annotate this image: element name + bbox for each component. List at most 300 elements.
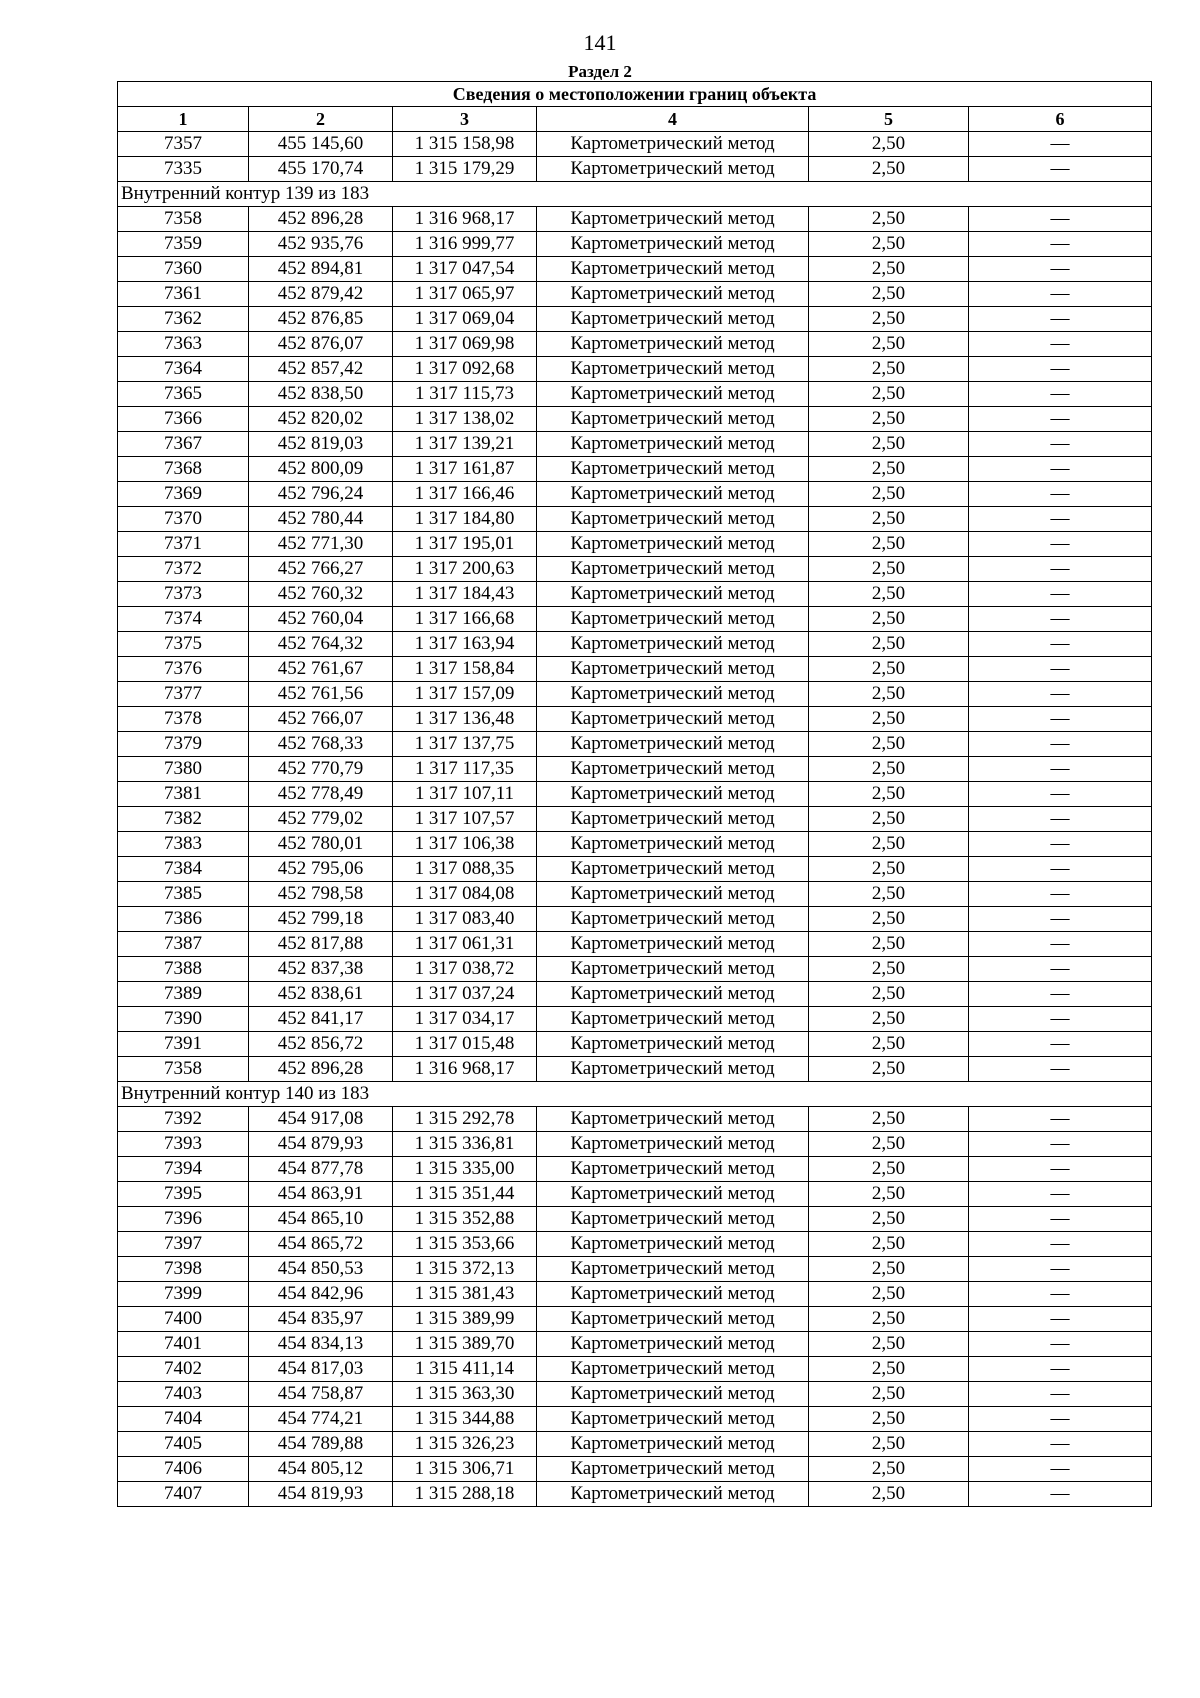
point-number-cell: 7406: [118, 1457, 249, 1482]
method-cell: Картометрический метод: [537, 1182, 809, 1207]
method-cell: Картометрический метод: [537, 1007, 809, 1032]
note-cell: —: [969, 982, 1152, 1007]
x-coordinate-cell: 455 170,74: [249, 157, 393, 182]
point-number-cell: 7380: [118, 757, 249, 782]
accuracy-cell: 2,50: [809, 1257, 969, 1282]
method-cell: Картометрический метод: [537, 1057, 809, 1082]
note-cell: —: [969, 382, 1152, 407]
method-cell: Картометрический метод: [537, 1357, 809, 1382]
note-cell: —: [969, 1257, 1152, 1282]
x-coordinate-cell: 452 798,58: [249, 882, 393, 907]
note-cell: —: [969, 932, 1152, 957]
section-title: Раздел 2: [568, 62, 632, 81]
method-cell: Картометрический метод: [537, 1107, 809, 1132]
accuracy-cell: 2,50: [809, 582, 969, 607]
accuracy-cell: 2,50: [809, 1282, 969, 1307]
note-cell: —: [969, 1132, 1152, 1157]
table-row: [118, 1357, 1152, 1382]
note-cell: —: [969, 632, 1152, 657]
table-row: [118, 1157, 1152, 1182]
method-cell: Картометрический метод: [537, 1432, 809, 1457]
method-cell: Картометрический метод: [537, 657, 809, 682]
x-coordinate-cell: 454 917,08: [249, 1107, 393, 1132]
note-cell: —: [969, 132, 1152, 157]
point-number-cell: 7402: [118, 1357, 249, 1382]
y-coordinate-cell: 1 315 411,14: [393, 1357, 537, 1382]
x-coordinate-cell: 454 817,03: [249, 1357, 393, 1382]
point-number-cell: 7403: [118, 1382, 249, 1407]
point-number-cell: 7392: [118, 1107, 249, 1132]
table-row: [118, 982, 1152, 1007]
method-cell: Картометрический метод: [537, 232, 809, 257]
note-cell: —: [969, 782, 1152, 807]
method-cell: Картометрический метод: [537, 1032, 809, 1057]
point-number-cell: 7393: [118, 1132, 249, 1157]
table-row: [118, 1382, 1152, 1407]
y-coordinate-cell: 1 317 092,68: [393, 357, 537, 382]
y-coordinate-cell: 1 315 344,88: [393, 1407, 537, 1432]
y-coordinate-cell: 1 317 037,24: [393, 982, 537, 1007]
accuracy-cell: 2,50: [809, 457, 969, 482]
note-cell: —: [969, 282, 1152, 307]
x-coordinate-cell: 452 770,79: [249, 757, 393, 782]
column-header: 5: [809, 107, 969, 132]
note-cell: —: [969, 1032, 1152, 1057]
accuracy-cell: 2,50: [809, 882, 969, 907]
accuracy-cell: 2,50: [809, 857, 969, 882]
accuracy-cell: 2,50: [809, 807, 969, 832]
point-number-cell: 7378: [118, 707, 249, 732]
table-row: [118, 507, 1152, 532]
method-cell: Картометрический метод: [537, 732, 809, 757]
method-cell: Картометрический метод: [537, 257, 809, 282]
table-row: [118, 157, 1152, 182]
y-coordinate-cell: 1 317 107,11: [393, 782, 537, 807]
table-row: [118, 707, 1152, 732]
accuracy-cell: 2,50: [809, 1307, 969, 1332]
point-number-cell: 7400: [118, 1307, 249, 1332]
point-number-cell: 7405: [118, 1432, 249, 1457]
accuracy-cell: 2,50: [809, 1207, 969, 1232]
note-cell: —: [969, 732, 1152, 757]
table-row: [118, 457, 1152, 482]
y-coordinate-cell: 1 317 038,72: [393, 957, 537, 982]
y-coordinate-cell: 1 316 999,77: [393, 232, 537, 257]
table-row: [118, 357, 1152, 382]
x-coordinate-cell: 452 768,33: [249, 732, 393, 757]
note-cell: —: [969, 1182, 1152, 1207]
y-coordinate-cell: 1 315 353,66: [393, 1232, 537, 1257]
table-row: [118, 1482, 1152, 1507]
x-coordinate-cell: 454 877,78: [249, 1157, 393, 1182]
x-coordinate-cell: 452 778,49: [249, 782, 393, 807]
y-coordinate-cell: 1 315 179,29: [393, 157, 537, 182]
y-coordinate-cell: 1 315 288,18: [393, 1482, 537, 1507]
y-coordinate-cell: 1 317 083,40: [393, 907, 537, 932]
table-row: [118, 1057, 1152, 1082]
method-cell: Картометрический метод: [537, 307, 809, 332]
note-cell: —: [969, 832, 1152, 857]
accuracy-cell: 2,50: [809, 632, 969, 657]
point-number-cell: 7373: [118, 582, 249, 607]
page-number: 141: [583, 30, 617, 55]
accuracy-cell: 2,50: [809, 207, 969, 232]
y-coordinate-cell: 1 315 335,00: [393, 1157, 537, 1182]
method-cell: Картометрический метод: [537, 782, 809, 807]
point-number-cell: 7396: [118, 1207, 249, 1232]
method-cell: Картометрический метод: [537, 457, 809, 482]
note-cell: —: [969, 907, 1152, 932]
x-coordinate-cell: 454 865,10: [249, 1207, 393, 1232]
x-coordinate-cell: 452 841,17: [249, 1007, 393, 1032]
table-row: [118, 757, 1152, 782]
y-coordinate-cell: 1 317 166,68: [393, 607, 537, 632]
y-coordinate-cell: 1 317 137,75: [393, 732, 537, 757]
y-coordinate-cell: 1 315 389,70: [393, 1332, 537, 1357]
point-number-cell: 7404: [118, 1407, 249, 1432]
method-cell: Картометрический метод: [537, 1382, 809, 1407]
note-cell: —: [969, 307, 1152, 332]
method-cell: Картометрический метод: [537, 882, 809, 907]
table-title: Сведения о местоположении границ объекта: [118, 82, 1152, 107]
table-row: [118, 857, 1152, 882]
x-coordinate-cell: 452 771,30: [249, 532, 393, 557]
y-coordinate-cell: 1 315 336,81: [393, 1132, 537, 1157]
note-cell: —: [969, 882, 1152, 907]
method-cell: Картометрический метод: [537, 1232, 809, 1257]
y-coordinate-cell: 1 317 166,46: [393, 482, 537, 507]
table-row: [118, 732, 1152, 757]
table-row: [118, 532, 1152, 557]
accuracy-cell: 2,50: [809, 1332, 969, 1357]
point-number-cell: 7358: [118, 1057, 249, 1082]
table-row: [118, 607, 1152, 632]
method-cell: Картометрический метод: [537, 357, 809, 382]
y-coordinate-cell: 1 317 069,98: [393, 332, 537, 357]
method-cell: Картометрический метод: [537, 632, 809, 657]
point-number-cell: 7401: [118, 1332, 249, 1357]
note-cell: —: [969, 607, 1152, 632]
accuracy-cell: 2,50: [809, 482, 969, 507]
accuracy-cell: 2,50: [809, 1157, 969, 1182]
x-coordinate-cell: 454 863,91: [249, 1182, 393, 1207]
note-cell: —: [969, 682, 1152, 707]
y-coordinate-cell: 1 315 389,99: [393, 1307, 537, 1332]
table-row: [118, 1182, 1152, 1207]
table-row: [118, 882, 1152, 907]
table-row: [118, 482, 1152, 507]
accuracy-cell: 2,50: [809, 1007, 969, 1032]
method-cell: Картометрический метод: [537, 832, 809, 857]
method-cell: Картометрический метод: [537, 1332, 809, 1357]
y-coordinate-cell: 1 317 184,43: [393, 582, 537, 607]
accuracy-cell: 2,50: [809, 257, 969, 282]
point-number-cell: 7370: [118, 507, 249, 532]
method-cell: Картометрический метод: [537, 1157, 809, 1182]
x-coordinate-cell: 452 760,04: [249, 607, 393, 632]
note-cell: —: [969, 1157, 1152, 1182]
note-cell: —: [969, 1057, 1152, 1082]
y-coordinate-cell: 1 315 363,30: [393, 1382, 537, 1407]
note-cell: —: [969, 1407, 1152, 1432]
x-coordinate-cell: 455 145,60: [249, 132, 393, 157]
point-number-cell: 7386: [118, 907, 249, 932]
accuracy-cell: 2,50: [809, 957, 969, 982]
y-coordinate-cell: 1 317 034,17: [393, 1007, 537, 1032]
accuracy-cell: 2,50: [809, 682, 969, 707]
table-row: [118, 132, 1152, 157]
accuracy-cell: 2,50: [809, 907, 969, 932]
y-coordinate-cell: 1 317 158,84: [393, 657, 537, 682]
x-coordinate-cell: 454 842,96: [249, 1282, 393, 1307]
x-coordinate-cell: 452 796,24: [249, 482, 393, 507]
table-title-row: [118, 82, 1152, 107]
method-cell: Картометрический метод: [537, 532, 809, 557]
x-coordinate-cell: 452 879,42: [249, 282, 393, 307]
x-coordinate-cell: 452 800,09: [249, 457, 393, 482]
point-number-cell: 7369: [118, 482, 249, 507]
x-coordinate-cell: 452 766,27: [249, 557, 393, 582]
point-number-cell: 7377: [118, 682, 249, 707]
note-cell: —: [969, 1432, 1152, 1457]
accuracy-cell: 2,50: [809, 607, 969, 632]
method-cell: Картометрический метод: [537, 707, 809, 732]
table-row: [118, 1207, 1152, 1232]
table-row: [118, 382, 1152, 407]
x-coordinate-cell: 452 894,81: [249, 257, 393, 282]
x-coordinate-cell: 452 780,44: [249, 507, 393, 532]
table-row: [118, 557, 1152, 582]
y-coordinate-cell: 1 315 326,23: [393, 1432, 537, 1457]
method-cell: Картометрический метод: [537, 607, 809, 632]
x-coordinate-cell: 452 857,42: [249, 357, 393, 382]
x-coordinate-cell: 452 779,02: [249, 807, 393, 832]
contour-row: [118, 182, 1152, 207]
note-cell: —: [969, 1282, 1152, 1307]
x-coordinate-cell: 452 766,07: [249, 707, 393, 732]
accuracy-cell: 2,50: [809, 982, 969, 1007]
method-cell: Картометрический метод: [537, 1282, 809, 1307]
point-number-cell: 7367: [118, 432, 249, 457]
accuracy-cell: 2,50: [809, 507, 969, 532]
y-coordinate-cell: 1 317 195,01: [393, 532, 537, 557]
point-number-cell: 7362: [118, 307, 249, 332]
point-number-cell: 7361: [118, 282, 249, 307]
accuracy-cell: 2,50: [809, 132, 969, 157]
accuracy-cell: 2,50: [809, 1407, 969, 1432]
note-cell: —: [969, 1382, 1152, 1407]
accuracy-cell: 2,50: [809, 1132, 969, 1157]
y-coordinate-cell: 1 317 061,31: [393, 932, 537, 957]
note-cell: —: [969, 1332, 1152, 1357]
x-coordinate-cell: 452 817,88: [249, 932, 393, 957]
method-cell: Картометрический метод: [537, 332, 809, 357]
x-coordinate-cell: 452 795,06: [249, 857, 393, 882]
accuracy-cell: 2,50: [809, 1182, 969, 1207]
point-number-cell: 7359: [118, 232, 249, 257]
note-cell: —: [969, 757, 1152, 782]
method-cell: Картометрический метод: [537, 757, 809, 782]
table-row: [118, 957, 1152, 982]
accuracy-cell: 2,50: [809, 532, 969, 557]
y-coordinate-cell: 1 317 184,80: [393, 507, 537, 532]
method-cell: Картометрический метод: [537, 282, 809, 307]
table-row: [118, 1432, 1152, 1457]
point-number-cell: 7397: [118, 1232, 249, 1257]
note-cell: —: [969, 1232, 1152, 1257]
point-number-cell: 7399: [118, 1282, 249, 1307]
method-cell: Картометрический метод: [537, 207, 809, 232]
point-number-cell: 7379: [118, 732, 249, 757]
column-header: 2: [249, 107, 393, 132]
table-row: [118, 1457, 1152, 1482]
accuracy-cell: 2,50: [809, 932, 969, 957]
y-coordinate-cell: 1 317 115,73: [393, 382, 537, 407]
accuracy-cell: 2,50: [809, 757, 969, 782]
method-cell: Картометрический метод: [537, 1207, 809, 1232]
accuracy-cell: 2,50: [809, 282, 969, 307]
coordinates-table: [117, 81, 1152, 1507]
y-coordinate-cell: 1 317 138,02: [393, 407, 537, 432]
x-coordinate-cell: 454 774,21: [249, 1407, 393, 1432]
method-cell: Картометрический метод: [537, 432, 809, 457]
table-row: [118, 1407, 1152, 1432]
table-row: [118, 632, 1152, 657]
accuracy-cell: 2,50: [809, 1057, 969, 1082]
table-row: [118, 307, 1152, 332]
point-number-cell: 7388: [118, 957, 249, 982]
table-row: [118, 907, 1152, 932]
x-coordinate-cell: 452 760,32: [249, 582, 393, 607]
table-row: [118, 257, 1152, 282]
x-coordinate-cell: 452 799,18: [249, 907, 393, 932]
method-cell: Картометрический метод: [537, 682, 809, 707]
table-row: [118, 582, 1152, 607]
method-cell: Картометрический метод: [537, 907, 809, 932]
method-cell: Картометрический метод: [537, 1257, 809, 1282]
x-coordinate-cell: 452 856,72: [249, 1032, 393, 1057]
y-coordinate-cell: 1 315 351,44: [393, 1182, 537, 1207]
table-body: [118, 132, 1152, 1507]
accuracy-cell: 2,50: [809, 782, 969, 807]
x-coordinate-cell: 454 834,13: [249, 1332, 393, 1357]
column-header-row: [118, 107, 1152, 132]
note-cell: —: [969, 1107, 1152, 1132]
note-cell: —: [969, 707, 1152, 732]
y-coordinate-cell: 1 317 065,97: [393, 282, 537, 307]
point-number-cell: 7395: [118, 1182, 249, 1207]
y-coordinate-cell: 1 316 968,17: [393, 207, 537, 232]
y-coordinate-cell: 1 317 047,54: [393, 257, 537, 282]
contour-label: Внутренний контур 139 из 183: [118, 182, 1152, 207]
point-number-cell: 7368: [118, 457, 249, 482]
point-number-cell: 7358: [118, 207, 249, 232]
accuracy-cell: 2,50: [809, 357, 969, 382]
method-cell: Картометрический метод: [537, 157, 809, 182]
method-cell: Картометрический метод: [537, 1132, 809, 1157]
note-cell: —: [969, 657, 1152, 682]
note-cell: —: [969, 1307, 1152, 1332]
accuracy-cell: 2,50: [809, 1482, 969, 1507]
accuracy-cell: 2,50: [809, 1432, 969, 1457]
method-cell: Картометрический метод: [537, 1407, 809, 1432]
accuracy-cell: 2,50: [809, 832, 969, 857]
note-cell: —: [969, 557, 1152, 582]
x-coordinate-cell: 452 761,67: [249, 657, 393, 682]
point-number-cell: 7364: [118, 357, 249, 382]
point-number-cell: 7381: [118, 782, 249, 807]
point-number-cell: 7385: [118, 882, 249, 907]
table-row: [118, 782, 1152, 807]
point-number-cell: 7335: [118, 157, 249, 182]
x-coordinate-cell: 452 876,85: [249, 307, 393, 332]
point-number-cell: 7383: [118, 832, 249, 857]
point-number-cell: 7384: [118, 857, 249, 882]
point-number-cell: 7365: [118, 382, 249, 407]
method-cell: Картометрический метод: [537, 382, 809, 407]
x-coordinate-cell: 454 758,87: [249, 1382, 393, 1407]
method-cell: Картометрический метод: [537, 982, 809, 1007]
y-coordinate-cell: 1 317 117,35: [393, 757, 537, 782]
note-cell: —: [969, 257, 1152, 282]
note-cell: —: [969, 357, 1152, 382]
method-cell: Картометрический метод: [537, 807, 809, 832]
note-cell: —: [969, 532, 1152, 557]
point-number-cell: 7389: [118, 982, 249, 1007]
x-coordinate-cell: 452 896,28: [249, 207, 393, 232]
note-cell: —: [969, 457, 1152, 482]
table-row: [118, 332, 1152, 357]
table-row: [118, 1132, 1152, 1157]
table-row: [118, 657, 1152, 682]
y-coordinate-cell: 1 315 352,88: [393, 1207, 537, 1232]
x-coordinate-cell: 454 865,72: [249, 1232, 393, 1257]
x-coordinate-cell: 454 879,93: [249, 1132, 393, 1157]
accuracy-cell: 2,50: [809, 707, 969, 732]
note-cell: —: [969, 1482, 1152, 1507]
x-coordinate-cell: 452 820,02: [249, 407, 393, 432]
table-row: [118, 682, 1152, 707]
table-row: [118, 207, 1152, 232]
note-cell: —: [969, 807, 1152, 832]
table-row: [118, 407, 1152, 432]
table-row: [118, 807, 1152, 832]
point-number-cell: 7360: [118, 257, 249, 282]
y-coordinate-cell: 1 317 200,63: [393, 557, 537, 582]
x-coordinate-cell: 452 761,56: [249, 682, 393, 707]
method-cell: Картометрический метод: [537, 582, 809, 607]
method-cell: Картометрический метод: [537, 482, 809, 507]
column-header: 3: [393, 107, 537, 132]
y-coordinate-cell: 1 317 157,09: [393, 682, 537, 707]
note-cell: —: [969, 1007, 1152, 1032]
method-cell: Картометрический метод: [537, 857, 809, 882]
contour-label: Внутренний контур 140 из 183: [118, 1082, 1152, 1107]
table-row: [118, 1257, 1152, 1282]
accuracy-cell: 2,50: [809, 232, 969, 257]
table-row: [118, 832, 1152, 857]
method-cell: Картометрический метод: [537, 1457, 809, 1482]
x-coordinate-cell: 454 805,12: [249, 1457, 393, 1482]
x-coordinate-cell: 452 876,07: [249, 332, 393, 357]
point-number-cell: 7390: [118, 1007, 249, 1032]
accuracy-cell: 2,50: [809, 157, 969, 182]
point-number-cell: 7398: [118, 1257, 249, 1282]
y-coordinate-cell: 1 317 106,38: [393, 832, 537, 857]
accuracy-cell: 2,50: [809, 1357, 969, 1382]
note-cell: —: [969, 957, 1152, 982]
note-cell: —: [969, 482, 1152, 507]
